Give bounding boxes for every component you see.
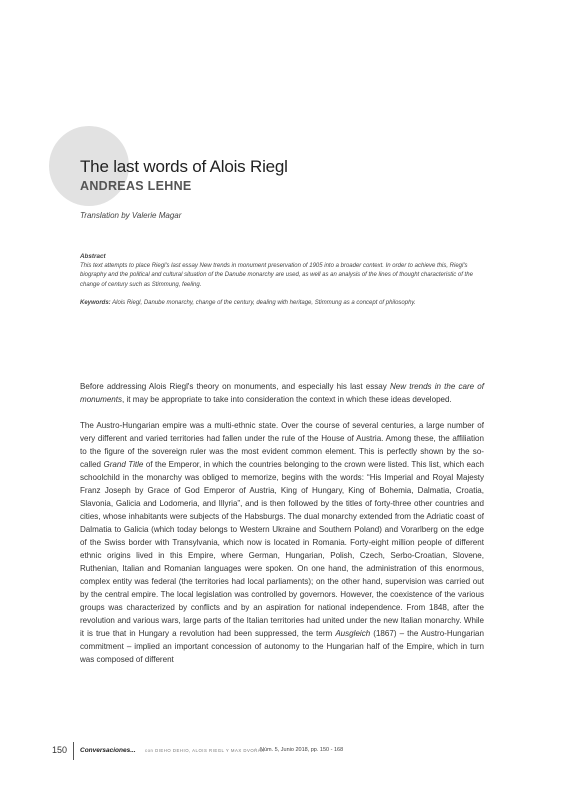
- article-title: The last words of Alois Riegl: [80, 157, 288, 176]
- body-text: Before addressing Alois Riegl's theory on monuments, and especially his last essay: [80, 382, 390, 391]
- keywords-label: Keywords:: [80, 300, 111, 306]
- grand-title-italic: Grand Title: [103, 460, 144, 469]
- page-footer: [0, 744, 565, 760]
- journal-name: Conversaciones...: [80, 747, 136, 754]
- body-text: The Austro-Hungarian empire was a multi-ethnic state. Over the course of several centuries, a large number of very different and varied territories had fallen under the rule of the House of Austria. Among these, the affiliation to the figure of the sovereign ruler was the most evident common element. This is perfectly shown by the so-called: [80, 421, 484, 469]
- ausgleich-italic: Ausgleich: [335, 629, 371, 638]
- essay-title-italic: New trends in the care of monuments: [80, 382, 484, 404]
- translator-credit: Translation by Valerie Magar: [80, 211, 182, 220]
- article-author: ANDREAS LEHNE: [80, 179, 192, 193]
- issue-info: Núm. 5, Junio 2018, pp. 150 - 168: [260, 747, 344, 753]
- keywords: [80, 299, 485, 309]
- body-text: of the Emperor, in which the countries belonging to the crown were listed. This list, which each schoolchild in the monarchy was obliged to memorize, begins with the words: “His Imperial and Royal Majesty Franz Joseph by Grace of God Emperor of Austria, King of Hungary, King of Bohemia, Dalmatia, Croatia, Slavonia, Galicia and Lodomeria, and Illyria”, and is then followed by the titles of forty-three other countries and cities, whose inhabitants were subjects of the Habsburgs. The dual monarchy extended from the Adriatic coast of Dalmatia to Galicia (which today belongs to Western Ukraine and Southern Poland) and Vorarlberg on the edge of the Swiss border with Transylvania, which now is located in Romania. Forty-eight million people of different ethnic origins lived in this Empire, where German, Hungarian, Polish, Czech, Serbo-Croatian, Slovene, Ruthenian, Italian and Romanian languages were spoken. On one hand, the administration of this enormous, complex entity was federal (the territories had local parliaments); on the other hand, supervision was carried out by the central empire. The local legislation was controlled by governors. However, the coexistence of the various groups was characterized by conflicts and by an aspiration for national independence. From 1848, after the revolution and various wars, large parts of the Italian territories had united under the new Italian monarchy. While it is true that in Hungary a revolution had been suppressed, the term: [80, 460, 484, 638]
- page-number: 150: [52, 745, 68, 755]
- keywords-text: Alois Riegl, Danube monarchy, change of the century, dealing with heritage, Stimmung as a concept of philosophy.: [112, 300, 416, 306]
- body-paragraph-1: [80, 380, 484, 406]
- article-body: [80, 380, 484, 679]
- body-text: , it may be appropriate to take into consideration the context in which these ideas developed.: [122, 395, 452, 404]
- abstract-heading: Abstract: [80, 253, 106, 260]
- abstract-section: [80, 252, 485, 309]
- abstract-text: This text attempts to place Riegl's last essay New trends in monument preservation of 1905 into a broader context. In order to achieve this, Riegl's biography and the political and cultural situation of the Danube monarchy are used, as well as an analysis of the lines of thought characteristic of the change of century such as Stimmung, feeling.: [80, 262, 473, 288]
- body-text: (1867) – the Austro-Hungarian commitment – implied an important concession of autonomy to the Hungarian half of the Empire, which in turn was composed of different: [80, 629, 484, 664]
- footer-divider: [73, 742, 74, 760]
- body-paragraph-2: [80, 419, 484, 666]
- journal-subtitle: con DIEHO DEHIO, ALOIS RIEGL Y MAX DVOŘÁK: [145, 748, 265, 753]
